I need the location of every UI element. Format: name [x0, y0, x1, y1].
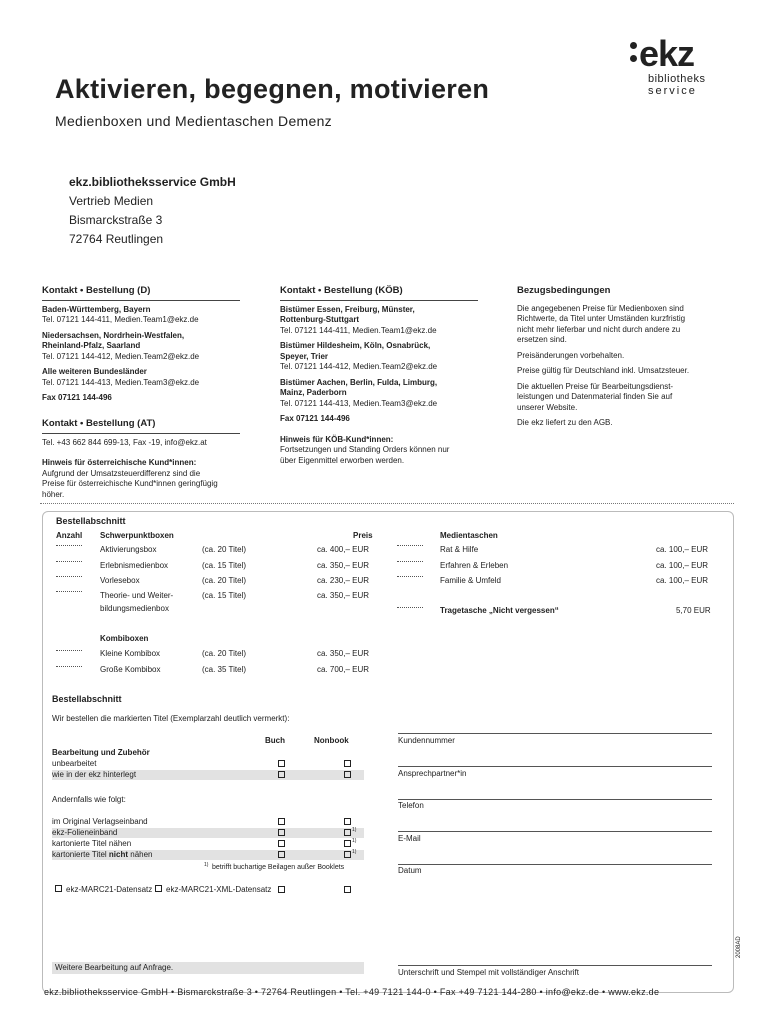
document-code: 2008AD	[736, 936, 742, 958]
bag-name: Rat & Hilfe	[440, 545, 479, 554]
sender-address	[69, 173, 236, 249]
qty-grosse-kombibox[interactable]	[56, 666, 82, 667]
koeb-region3a: Bistümer Aachen, Berlin, Fulda, Limburg,	[280, 377, 438, 387]
qty-kleine-kombibox[interactable]	[56, 650, 82, 651]
col-nonbook-header: Nonbook	[314, 736, 349, 745]
field-label: Ansprechpartner*in	[398, 769, 467, 778]
qty-aktivierungsbox[interactable]	[56, 545, 82, 546]
signature-label: Unterschrift und Stempel mit vollständiger Anschrift	[398, 968, 579, 977]
opt4-part1: kartonierte Titel	[52, 850, 109, 859]
koeb-region3b: Mainz, Paderborn	[280, 388, 347, 397]
koeb-hint1: Fortsetzungen und Standing Orders können nur	[280, 445, 450, 454]
contact-d-phone2[interactable]: Tel. 07121 144-412, Medien.Team2@ekz.de	[42, 351, 200, 361]
contact-at-heading: Kontakt • Bestellung (AT)	[42, 419, 240, 434]
terms-p1b: Richtwerte, da Titel unter Umständen kurzfristig	[517, 314, 686, 323]
opt4-part3: nähen	[128, 850, 153, 859]
opt-original: im Original Verlagseinband	[52, 817, 148, 826]
box-name: Erlebnismedienbox	[100, 561, 169, 570]
telefon-field[interactable]	[398, 799, 712, 800]
terms-p1a: Die angegebenen Preise für Medienboxen sind	[517, 303, 684, 313]
contact-at-hint2: Preise für österreichische Kund*innen geringfügig	[42, 479, 218, 488]
koeb-hint2: über Eigenmittel erworben werden.	[280, 455, 405, 465]
bag-price: ca. 100,– EUR	[656, 576, 709, 585]
combo-heading: Kombiboxen	[100, 634, 149, 643]
footnote-marker: 1)	[352, 838, 357, 844]
opt-folie: ekz-Folieneinband	[52, 828, 118, 837]
combo-price: ca. 350,– EUR	[317, 649, 370, 658]
marc21-xml-label: ekz-MARC21-XML-Datensatz	[166, 885, 272, 894]
box-count: (ca. 15 Titel)	[202, 561, 247, 570]
chk-folie-nonbook[interactable]	[344, 829, 351, 836]
bag-name: Familie & Umfeld	[440, 576, 501, 585]
col-price-header: Preis	[353, 531, 373, 540]
chk-marc-nonbook[interactable]	[344, 886, 351, 893]
box-price: ca. 350,– EUR	[317, 561, 370, 570]
combo-count: (ca. 35 Titel)	[202, 665, 247, 674]
more-processing-label: Weitere Bearbeitung auf Anfrage.	[55, 963, 174, 972]
terms	[517, 286, 717, 429]
koeb-region2b: Speyer, Trier	[280, 351, 329, 361]
page-footer: ekz.bibliotheksservice GmbH • Bismarckstraße 3 • 72764 Reutlingen • Tel. +49 7121 144-0 • Fax +49 7121 144-280 • info@ekz.de • www.ekz.de	[44, 987, 660, 997]
kundennummer-field[interactable]	[398, 733, 712, 734]
page-title: Aktivieren, begegnen, motivieren	[55, 74, 490, 104]
datum-field[interactable]	[398, 864, 712, 865]
cut-line	[40, 503, 734, 504]
contact-d	[42, 286, 240, 404]
terms-p2: Preisänderungen vorbehalten.	[517, 350, 625, 360]
combo-name: Große Kombibox	[100, 665, 161, 674]
chk-folie-buch[interactable]	[278, 829, 285, 836]
contact-at	[42, 419, 240, 500]
terms-p5: Die ekz liefert zu den AGB.	[517, 418, 613, 427]
contact-d-phone3[interactable]: Tel. 07121 144-413, Medien.Team3@ekz.de	[42, 377, 200, 387]
contact-d-heading: Kontakt • Bestellung (D)	[42, 286, 240, 301]
logo-dots-icon	[630, 42, 639, 68]
koeb-fax: Fax 07121 144-496	[280, 414, 350, 423]
chk-marc21-xml[interactable]	[155, 885, 162, 892]
chk-nicht-naehen-nonbook[interactable]	[344, 851, 351, 858]
address-street: Bismarckstraße 3	[69, 213, 163, 227]
email-field[interactable]	[398, 831, 712, 832]
col-bags-header: Medientaschen	[440, 531, 498, 540]
col-buch-header: Buch	[265, 736, 285, 745]
koeb-region1b: Rottenburg-Stuttgart	[280, 315, 360, 324]
signature-field[interactable]	[398, 965, 712, 966]
chk-naehen-nonbook[interactable]	[344, 840, 351, 847]
box-price: ca. 400,– EUR	[317, 545, 370, 554]
chk-unbearbeitet-nonbook[interactable]	[344, 760, 351, 767]
koeb-region1a: Bistümer Essen, Freiburg, Münster,	[280, 304, 415, 314]
contact-d-region3: Alle weiteren Bundesländer	[42, 367, 147, 376]
terms-p3: Preise gültig für Deutschland inkl. Umsatzsteuer.	[517, 366, 690, 375]
qty-theoriebox[interactable]	[56, 591, 82, 592]
footnote-sup: 1)	[204, 862, 209, 868]
contact-koeb-heading: Kontakt • Bestellung (KÖB)	[280, 286, 478, 301]
chk-nicht-naehen-buch[interactable]	[278, 851, 285, 858]
contact-d-region2b: Rheinland-Pfalz, Saarland	[42, 341, 141, 350]
qty-vorlesebox[interactable]	[56, 576, 82, 577]
qty-bag-familie[interactable]	[397, 576, 423, 577]
contact-d-fax: Fax 07121 144-496	[42, 393, 112, 402]
chk-marc21[interactable]	[55, 885, 62, 892]
footnote-marker: 1)	[352, 849, 357, 855]
koeb-phone1[interactable]: Tel. 07121 144-411, Medien.Team1@ekz.de	[280, 325, 437, 335]
contact-d-phone1[interactable]: Tel. 07121 144-411, Medien.Team1@ekz.de	[42, 315, 199, 324]
combo-price: ca. 700,– EUR	[317, 665, 370, 674]
terms-p1d: ersetzen sind.	[517, 335, 567, 344]
opt-nicht-naehen	[52, 850, 153, 859]
contact-at-hint1: Aufgrund der Umsatzsteuerdifferenz sind die	[42, 468, 201, 478]
box-count: (ca. 15 Titel)	[202, 591, 247, 600]
chk-original-buch[interactable]	[278, 818, 285, 825]
box-name: Aktivierungsbox	[100, 545, 157, 554]
ansprechpartner-field[interactable]	[398, 766, 712, 767]
more-processing-bar	[52, 962, 364, 974]
combo-name: Kleine Kombibox	[100, 649, 161, 658]
koeb-hint-title: Hinweis für KÖB-Kund*innen:	[280, 434, 394, 444]
address-company: ekz.bibliotheksservice GmbH	[69, 175, 236, 189]
qty-tote[interactable]	[397, 607, 423, 608]
combo-count: (ca. 20 Titel)	[202, 649, 247, 658]
terms-heading: Bezugsbedingungen	[517, 285, 611, 296]
terms-p4b: leistungen und Datenmaterial finden Sie auf	[517, 392, 673, 401]
col-focus-header: Schwerpunktboxen	[100, 531, 174, 540]
processing-heading: Bearbeitung und Zubehör	[52, 748, 150, 757]
col-qty-header: Anzahl	[56, 531, 83, 540]
order-section1-heading: Bestellabschnitt	[56, 516, 126, 526]
proc-unbearbeitet: unbearbeitet	[52, 759, 97, 768]
tote-price: 5,70 EUR	[676, 606, 711, 615]
otherwise-label: Andernfalls wie folgt:	[52, 795, 126, 804]
order-instruction: Wir bestellen die markierten Titel (Exemplarzahl deutlich vermerkt):	[52, 714, 290, 723]
terms-p4c: unserer Website.	[517, 402, 578, 412]
chk-ekz-buch[interactable]	[278, 771, 285, 778]
bag-price: ca. 100,– EUR	[656, 545, 709, 554]
box-count: (ca. 20 Titel)	[202, 576, 247, 585]
tote-name: Tragetasche „Nicht vergessen“	[440, 606, 559, 615]
bag-name: Erfahren & Erleben	[440, 561, 509, 570]
koeb-phone3[interactable]: Tel. 07121 144-413, Medien.Team3@ekz.de	[280, 398, 438, 408]
field-label: Telefon	[398, 801, 424, 810]
box-name-line2: bildungsmedienbox	[100, 604, 169, 613]
contact-at-hint-title: Hinweis für österreichische Kund*innen:	[42, 458, 197, 467]
logo-mark: ekz	[639, 33, 695, 74]
qty-bag-rat[interactable]	[397, 545, 423, 546]
opt-naehen: kartonierte Titel nähen	[52, 839, 132, 848]
footnote-marker: 1)	[352, 827, 357, 833]
logo-line2: service	[648, 85, 697, 97]
chk-unbearbeitet-buch[interactable]	[278, 760, 285, 767]
footnote-text: betrifft buchartige Beilagen außer Booklets	[212, 864, 345, 871]
contact-at-hint3: höher.	[42, 489, 65, 499]
page-subtitle: Medienboxen und Medientaschen Demenz	[55, 113, 332, 129]
qty-bag-erfahren[interactable]	[397, 561, 423, 562]
contact-d-region1: Baden-Württemberg, Bayern	[42, 304, 151, 314]
ekz-logo	[630, 33, 720, 100]
koeb-region2a: Bistümer Hildesheim, Köln, Osnabrück,	[280, 341, 431, 350]
address-city: 72764 Reutlingen	[69, 232, 164, 246]
box-count: (ca. 20 Titel)	[202, 545, 247, 554]
contact-d-region2a: Niedersachsen, Nordrhein-Westfalen,	[42, 330, 185, 340]
qty-erlebnismedienbox[interactable]	[56, 561, 82, 562]
chk-original-nonbook[interactable]	[344, 818, 351, 825]
box-name: Theorie- und Weiter-	[100, 591, 174, 600]
marc21-label: ekz-MARC21-Datensatz	[66, 885, 153, 894]
proc-ekz: wie in der ekz hinterlegt	[52, 770, 137, 779]
terms-p1c: nicht mehr lieferbar und nicht durch andere zu	[517, 324, 681, 334]
bag-price: ca. 100,– EUR	[656, 561, 709, 570]
terms-p4a: Die aktuellen Preise für Bearbeitungsdienst-	[517, 381, 674, 391]
field-label: Kundennummer	[398, 736, 455, 745]
contact-koeb	[280, 286, 478, 466]
field-label: E-Mail	[398, 834, 421, 843]
chk-naehen-buch[interactable]	[278, 840, 285, 847]
koeb-phone2[interactable]: Tel. 07121 144-412, Medien.Team2@ekz.de	[280, 362, 438, 371]
contact-at-phone[interactable]: Tel. +43 662 844 699-13, Fax -19, info@ekz.at	[42, 437, 207, 447]
logo-line1: bibliotheks	[648, 73, 706, 85]
order-section2-heading: Bestellabschnitt	[52, 694, 122, 704]
chk-marc-buch[interactable]	[278, 886, 285, 893]
field-label: Datum	[398, 866, 422, 875]
box-price: ca. 350,– EUR	[317, 591, 370, 600]
box-price: ca. 230,– EUR	[317, 576, 370, 585]
chk-ekz-nonbook[interactable]	[344, 771, 351, 778]
opt4-part2: nicht	[108, 850, 129, 859]
address-dept: Vertrieb Medien	[69, 194, 154, 208]
box-name: Vorlesebox	[100, 576, 140, 585]
